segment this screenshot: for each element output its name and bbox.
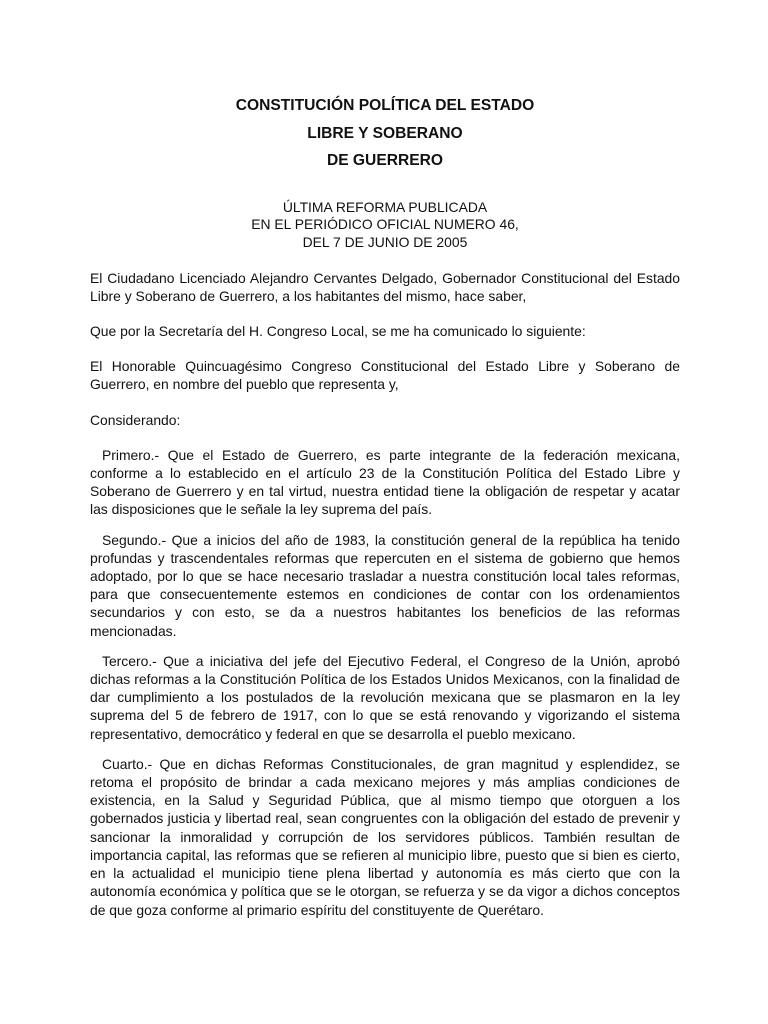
considerando-heading: Considerando: — [90, 411, 181, 428]
communication-paragraph: Que por la Secretaría del H. Congreso Local, se me ha comunicado lo siguiente: — [90, 323, 586, 340]
reform-line-2: EN EL PERIÓDICO OFICIAL NUMERO 46, — [251, 216, 519, 233]
title-line-2: LIBRE Y SOBERANO — [307, 124, 463, 142]
document-page — [90, 92, 680, 919]
intro-paragraph: El Ciudadano Licenciado Alejandro Cervantes Delgado, Gobernador Constitucional del Estado Libre y Soberano de Guerrero, a los habitantes del mismo, hace saber, — [90, 269, 680, 304]
title-line-3: DE GUERRERO — [326, 152, 444, 169]
tercero-paragraph: Tercero.- Que a iniciativa del jefe del Ejecutivo Federal, el Congreso de la Unión, aprobó dichas reformas a la Constitución Política de los Estados Unidos Mexicanos, con la finalidad de dar cumplimiento a los postulados de la revolución mexicana que se plasmaron en la ley suprema del 5 de febrero de 1917, con lo que se está renovando y vigorizando el sistema representativo, democrático y federal en que se desarrolla el pueblo mexicano. — [90, 652, 680, 742]
title-line-1: CONSTITUCIÓN POLÍTICA DEL ESTADO — [235, 97, 535, 114]
reform-line-3: DEL 7 DE JUNIO DE 2005 — [302, 233, 468, 250]
reform-notice — [90, 199, 680, 252]
segundo-paragraph: Segundo.- Que a inicios del año de 1983, la constitución general de la república ha tenido profundas y trascendentales reformas que repercuten en el sistema de gobierno que hemos adoptado, por lo que se hace necesario trasladar a nuestra constitución local tales reformas, para que consecuentemente estemos en condiciones de contar con los ordenamientos secundarios y con esto, se da a nuestros habitantes los beneficios de las reformas mencionadas. — [90, 531, 680, 639]
document-title — [90, 92, 680, 175]
primero-paragraph: Primero.- Que el Estado de Guerrero, es parte integrante de la federación mexicana, conforme a lo establecido en el artículo 23 de la Constitución Política del Estado Libre y Soberano de Guerrero y en tal virtud, nuestra entidad tiene la obligación de respetar y acatar las disposiciones que le señale la ley suprema del país. — [90, 446, 680, 518]
cuarto-paragraph: Cuarto.- Que en dichas Reformas Constitucionales, de gran magnitud y esplendidez, se retoma el propósito de brindar a cada mexicano mejores y más amplias condiciones de existencia, en la Salud y Seguridad Pública, que al mismo tiempo que otorguen a los gobernados justicia y libertad real, sean congruentes con la obligación del estado de prevenir y sancionar la inmoralidad y corrupción de los servidores públicos. También resultan de importancia capital, las reformas que se refieren al municipio libre, puesto que si bien es cierto, en la actualidad el municipio tiene plena libertad y autonomía es más cierto que con la autonomía económica y política que se le otorgan, se refuerza y se da vigor a dichos conceptos de que goza conforme al primario espíritu del constituyente de Querétaro. — [90, 755, 680, 918]
reform-line-1: ÚLTIMA REFORMA PUBLICADA — [282, 198, 488, 215]
congress-paragraph: El Honorable Quincuagésimo Congreso Constitucional del Estado Libre y Soberano de Guerrero, en nombre del pueblo que representa y, — [90, 358, 680, 393]
